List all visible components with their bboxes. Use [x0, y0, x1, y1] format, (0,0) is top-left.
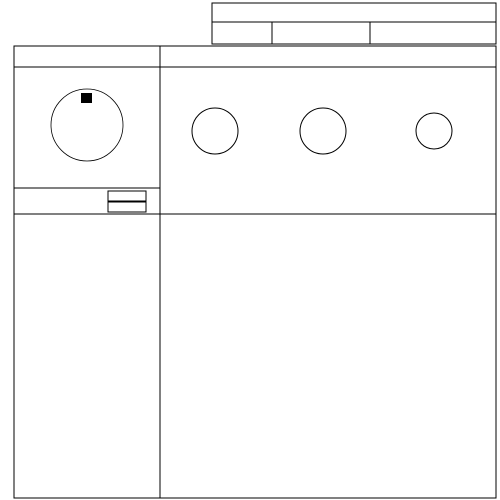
contact-diagram-3: [416, 113, 452, 149]
contact-diagram-1: [192, 108, 238, 154]
header: [212, 3, 496, 44]
contact-diagram-2: [300, 108, 346, 154]
face-plate-dial: [51, 89, 123, 161]
diagram-frame: [14, 46, 496, 498]
switching-angle-block: [108, 191, 146, 212]
